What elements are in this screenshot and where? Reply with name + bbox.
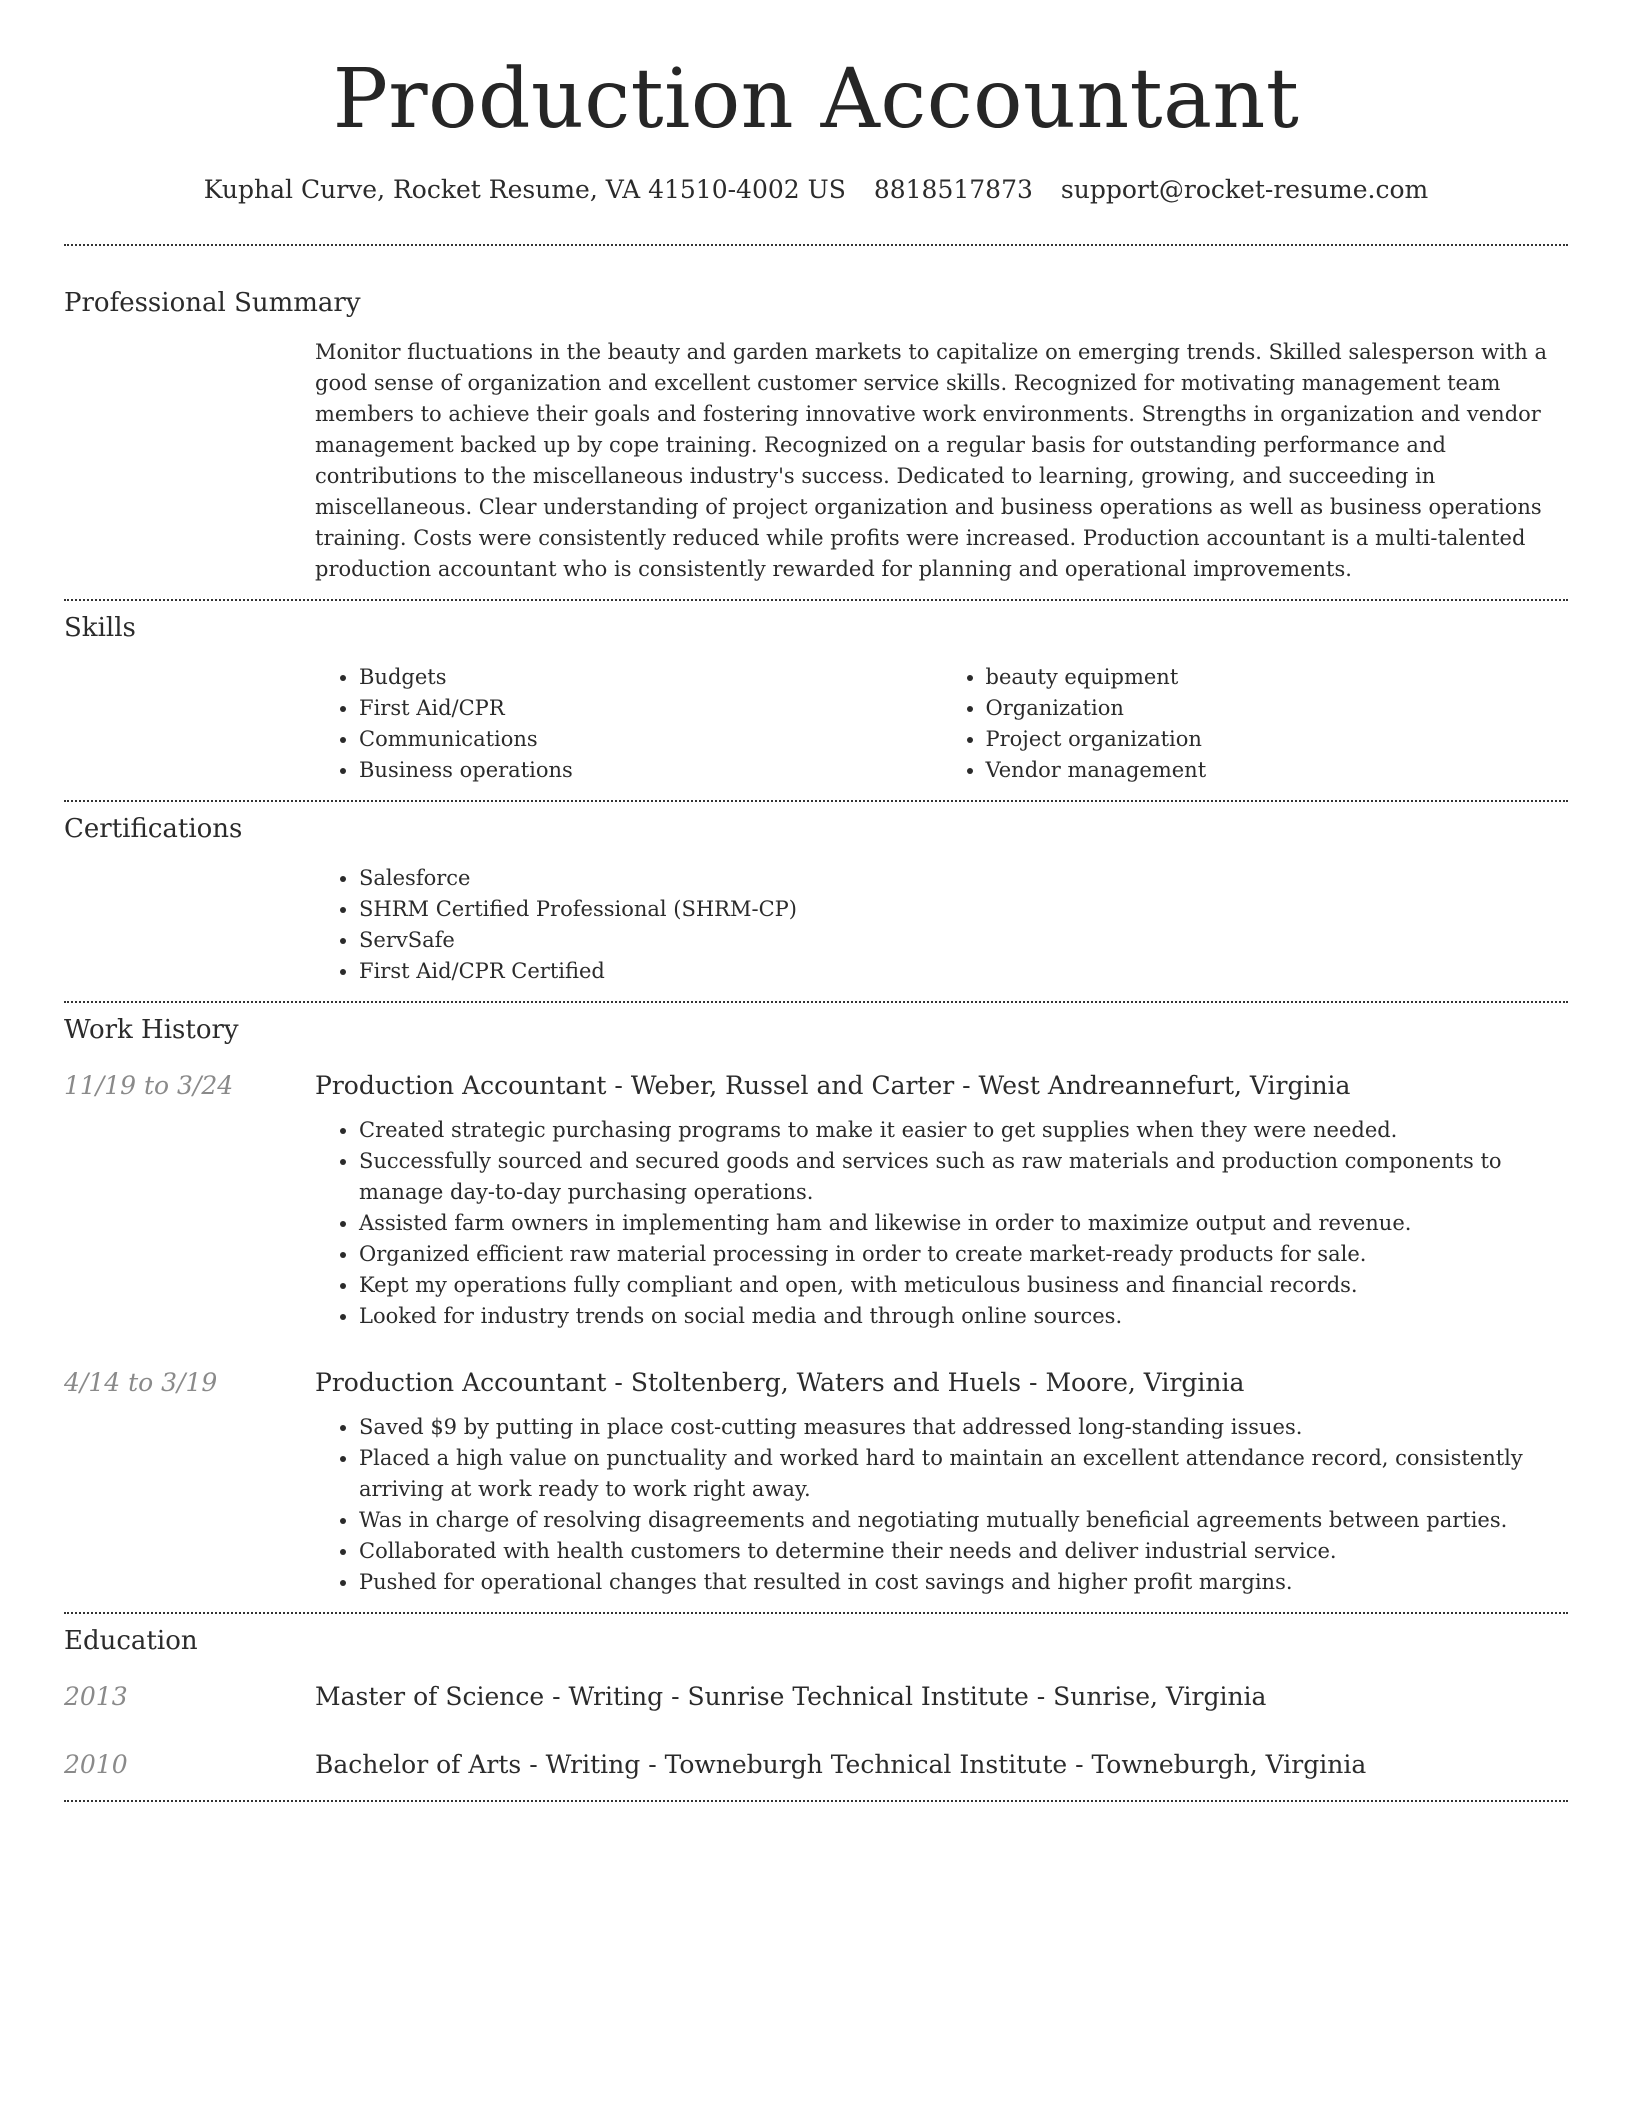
list-item: • Salesforce [359,863,1568,894]
skills-heading: Skills [64,613,136,643]
contact-email: support@rocket-resume.com [1060,175,1429,204]
work-title: Production Accountant - Weber, Russel and Carter - West Andreannefurt, Virginia [315,1071,1351,1100]
contact-line [64,172,1568,208]
work-bullets [315,1412,1568,1598]
skills-section [64,610,1568,786]
list-item: • Kept my operations fully compliant and open, with meticulous business and financial records. [359,1270,1568,1301]
list-item: • First Aid/CPR [359,693,942,724]
education-heading: Education [64,1626,198,1656]
list-item: • Assisted farm owners in implementing ham and likewise in order to maximize output and revenue. [359,1208,1568,1239]
work-dates: 11/19 to 3/24 [64,1071,234,1100]
education-year: 2010 [64,1750,128,1779]
work-entry [64,1069,1568,1332]
certifications-section [64,811,1568,987]
education-section [64,1623,1568,1782]
list-item: • SHRM Certified Professional (SHRM-CP) [359,894,1568,925]
list-item: • Collaborated with health customers to determine their needs and deliver industrial service. [359,1536,1568,1567]
education-title: Bachelor of Arts - Writing - Towneburgh Technical Institute - Towneburgh, Virginia [315,1750,1367,1779]
certifications-list [315,863,1568,987]
list-item: • Business operations [359,755,942,786]
contact-address: Kuphal Curve, Rocket Resume, VA 41510-4002 US [203,175,846,204]
divider [64,1001,1568,1003]
list-item: • First Aid/CPR Certified [359,956,1568,987]
list-item: • beauty equipment [986,662,1569,693]
summary-heading: Professional Summary [64,288,361,318]
list-item: • Was in charge of resolving disagreements and negotiating mutually beneficial agreements between parties. [359,1505,1568,1536]
resume-page [64,0,1568,1802]
work-entry-body [315,1366,1568,1598]
skills-list [315,662,1568,786]
education-entry [64,1680,1568,1714]
divider [64,244,1568,246]
list-item: • Pushed for operational changes that resulted in cost savings and higher profit margins. [359,1567,1568,1598]
work-history-heading: Work History [64,1015,239,1045]
education-title: Master of Science - Writing - Sunrise Technical Institute - Sunrise, Virginia [315,1682,1267,1711]
skills-column-left [315,662,942,786]
list-item: • Communications [359,724,942,755]
work-dates: 4/14 to 3/19 [64,1368,218,1397]
list-item: • Project organization [986,724,1569,755]
list-item: • Organized efficient raw material processing in order to create market-ready products for sale. [359,1239,1568,1270]
education-entry [64,1748,1568,1782]
work-title: Production Accountant - Stoltenberg, Waters and Huels - Moore, Virginia [315,1368,1245,1397]
skills-column-right [942,662,1569,786]
list-item: • Vendor management [986,755,1569,786]
resume-title: Production Accountant [332,52,1300,147]
work-history-section [64,1012,1568,1598]
summary-content [315,337,1568,585]
list-item: • Created strategic purchasing programs to make it easier to get supplies when they were needed. [359,1115,1568,1146]
list-item: • Placed a high value on punctuality and worked hard to maintain an excellent attendance record, consistently arriving at work ready to work right away. [359,1443,1568,1505]
list-item: • Successfully sourced and secured goods and services such as raw materials and production components to manage day-to-day purchasing operations. [359,1146,1568,1208]
divider [64,1800,1568,1802]
contact-phone: 8818517873 [873,175,1033,204]
list-item: • ServSafe [359,925,1568,956]
list-item: • Budgets [359,662,942,693]
list-item: • Looked for industry trends on social media and through online sources. [359,1301,1568,1332]
work-bullets [315,1115,1568,1332]
divider [64,800,1568,802]
work-entry [64,1366,1568,1598]
divider [64,1612,1568,1614]
list-item: • Saved $9 by putting in place cost-cutting measures that addressed long-standing issues. [359,1412,1568,1443]
summary-text: Monitor fluctuations in the beauty and garden markets to capitalize on emerging trends. Skilled salesperson with a good sense of organization and excellent customer service skills. Recognized for motivating management team members to achieve their goals and fostering innovative work environments. Strengths in organization and vendor management backed up by cope training. Recognized on a regular basis for outstanding performance and contributions to the miscellaneous industry's success. Dedicated to learning, growing, and succeeding in miscellaneous. Clear understanding of project organization and business operations as well as business operations training. Costs were consistently reduced while profits were increased. Production accountant is a multi-talented production accountant who is consistently rewarded for planning and operational improvements. [315,340,1547,581]
education-year: 2013 [64,1682,128,1711]
work-entry-body [315,1069,1568,1332]
certifications-heading: Certifications [64,814,243,844]
summary-section [64,285,1568,585]
divider [64,599,1568,601]
list-item: • Organization [986,693,1569,724]
